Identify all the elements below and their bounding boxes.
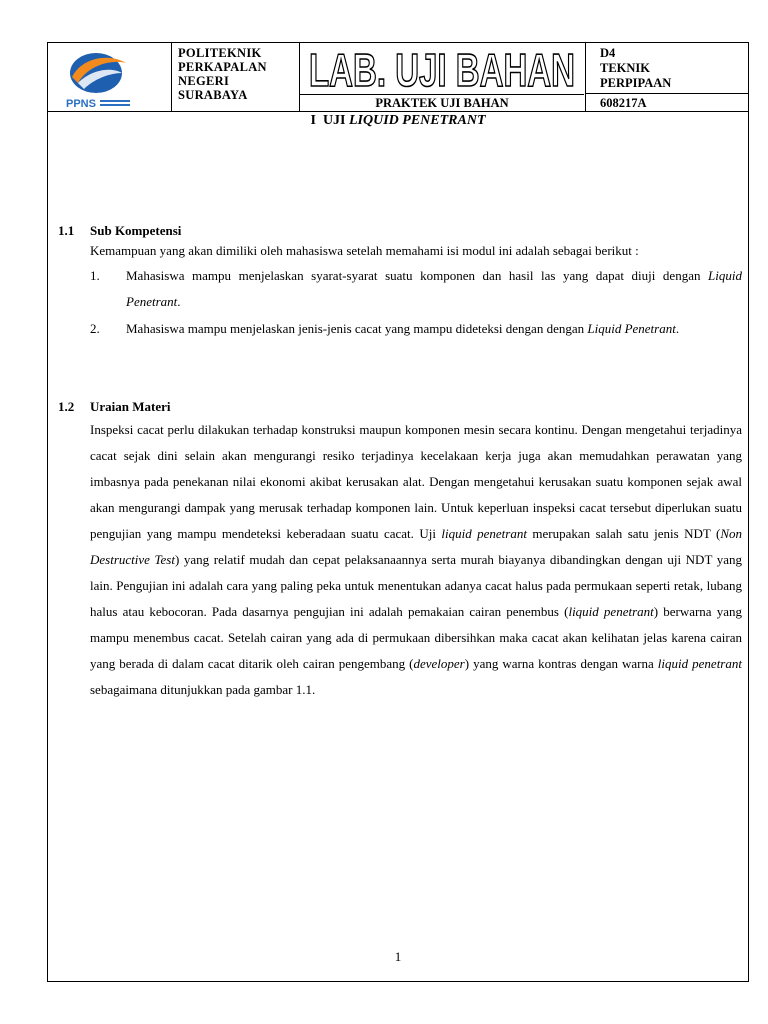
ppns-logo bbox=[48, 43, 172, 111]
svg-text:LAB. UJI BAHAN: LAB. UJI BAHAN bbox=[309, 45, 575, 92]
svg-text:PPNS: PPNS bbox=[66, 98, 96, 110]
document-header bbox=[48, 43, 748, 112]
list-item: 1. Mahasiswa mampu menjelaskan syarat-syarat suatu komponen dan hasil las yang dapat diuji dengan Liquid Penetrant. bbox=[90, 268, 742, 309]
institution-name: POLITEKNIK PERKAPALAN NEGERI SURABAYA bbox=[172, 43, 300, 111]
chapter-title: I UJI LIQUID PENETRANT bbox=[310, 113, 486, 128]
program-name: D4 TEKNIK PERPIPAAN bbox=[586, 43, 748, 94]
page-number: 1 bbox=[394, 949, 402, 964]
section-1-intro: Kemampuan yang akan dimiliki oleh mahasiswa setelah memahami isi modul ini adalah sebagai berikut : bbox=[90, 243, 639, 258]
code-cell bbox=[586, 43, 748, 111]
subtitle: PRAKTEK UJI BAHAN bbox=[375, 96, 509, 110]
section-2-paragraph: Inspeksi cacat perlu dilakukan terhadap konstruksi maupun komponen mesin secara kontinu. Dengan mengetahui terjadinya cacat sejak dini selain akan mengurangi resiko terjadinya kecelakaan kerja juga akan memudahkan perawatan yang imbasnya pada penekanan nilai ekonomi akibat kerusakan alat. Dengan mengetahui kerusakan suatu komponen sejak awal akan mengurangi dampak yang merusak terhadap komponen lain. Untuk keperluan inspeksi cacat tersebut diperlukan suatu pengujian yang mampu mendeteksi keberadaan suatu cacat. Uji liquid penetrant merupakan salah satu jenis NDT (Non Destructive Test) yang relatif mudah dan cepat pelaksanaannya serta murah biayanya dibandingkan dengan uji NDT yang lain. Pengujian ini adalah cara yang paling peka untuk menentukan adanya cacat halus pada permukaan seperti retak, lubang halus atau kebocoran. Pada dasarnya pengujian ini adalah pemakaian cairan penembus (liquid penetrant) berwarna yang mampu menembus cacat. Setelah cairan yang ada di permukaan dibersihkan maka cacat akan kelihatan jelas karena cairan yang berada di dalam cacat ditarik oleh cairan pengembang (developer) yang warna kontras dengan warna liquid penetrant sebagaimana ditunjukkan pada gambar 1.1. bbox=[90, 422, 742, 697]
title-cell bbox=[300, 43, 586, 111]
lab-title bbox=[300, 43, 584, 95]
page-frame: PPNS POLITEKNIK PERKAPALAN NEGERI SURABAYA LAB. UJI BAHAN PRAKTEK UJI BAHAN D4 TEKNIK PERPIPAAN 608217A I UJI LIQUID PENETRANT 1.1 Sub Kompetensi Kemampuan yang akan dimiliki oleh mahasiswa setelah memahami isi modul ini adalah sebagai berikut : 1. Mahasiswa mampu menjelaskan syarat-syarat suatu komponen dan hasil las yang dapat diuji dengan Liquid Penetrant. 2. Mahasiswa mampu menjelaskan jenis-jenis cacat yang mampu dideteksi dengan dengan Liquid Penetrant. 1.2 Uraian Materi Inspeksi cacat perlu dilakukan terhadap konstruksi maupun komponen mesin secara kontinu. Dengan mengetahui terjadinya cacat sejak dini selain akan mengurangi resiko terjadinya kecelakaan kerja juga akan memudahkan perawatan yang imbasnya pada penekanan nilai ekonomi akibat kerusakan alat. Dengan mengetahui kerusakan suatu komponen sejak awal akan mengurangi dampak yang merusak terhadap komponen lain. Untuk keperluan inspeksi cacat tersebut diperlukan suatu pengujian yang mampu mendeteksi keberadaan suatu cacat. Uji liquid penetrant merupakan salah satu jenis NDT (Non Destructive Test) yang relatif mudah dan cepat pelaksanaannya serta murah biayanya dibandingkan dengan uji NDT yang lain. Pengujian ini adalah cara yang paling peka untuk menentukan adanya cacat halus pada permukaan seperti retak, lubang halus atau kebocoran. Pada dasarnya pengujian ini adalah pemakaian cairan penembus (liquid penetrant) berwarna yang mampu menembus cacat. Setelah cairan yang ada di permukaan dibersihkan maka cacat akan kelihatan jelas karena cairan yang berada di dalam cacat ditarik oleh cairan pengembang (developer) yang warna kontras dengan warna liquid penetrant sebagaimana ditunjukkan pada gambar 1.1. 1 bbox=[47, 42, 749, 982]
list-item: 2. Mahasiswa mampu menjelaskan jenis-jenis cacat yang mampu dideteksi dengan dengan Liquid Penetrant. bbox=[90, 321, 680, 336]
logo-cell bbox=[48, 43, 172, 111]
course-code: 608217A bbox=[600, 96, 647, 110]
